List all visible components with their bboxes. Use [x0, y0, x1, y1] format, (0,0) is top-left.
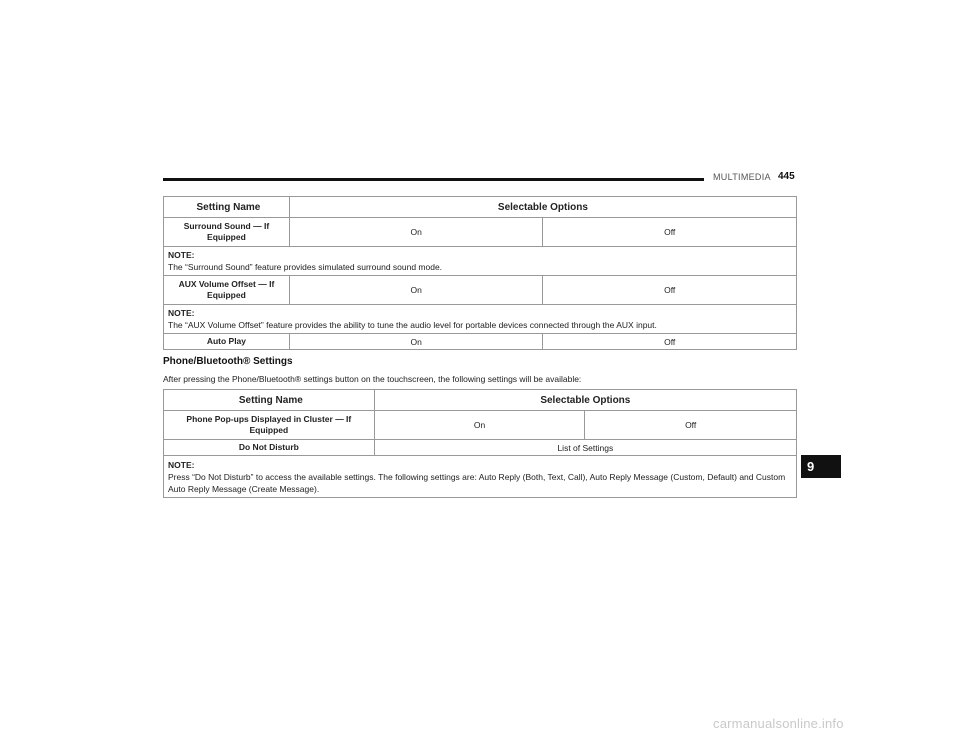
note-text: The “AUX Volume Offset” feature provides the ability to tune the audio level for portable devices connected through the AUX input.: [168, 320, 657, 330]
audio-settings-table: [163, 196, 797, 350]
table-row: [164, 334, 797, 350]
note-label: NOTE:: [168, 459, 195, 470]
note-cell: [164, 305, 797, 334]
option-value: Off: [543, 334, 797, 350]
page-number: 445: [778, 171, 795, 182]
table-row: [164, 276, 797, 305]
header-rule: [163, 178, 704, 181]
column-header-selectable-options: Selectable Options: [289, 197, 796, 218]
setting-name: AUX Volume Offset — If Equipped: [164, 276, 290, 305]
setting-name: Auto Play: [164, 334, 290, 350]
option-value: On: [289, 334, 543, 350]
table-header-row: [164, 197, 797, 218]
option-value: On: [374, 411, 585, 440]
option-value: On: [289, 276, 543, 305]
option-value: Off: [585, 411, 797, 440]
note-cell: [164, 247, 797, 276]
note-label: NOTE:: [168, 308, 195, 318]
note-label: NOTE:: [168, 250, 195, 260]
column-header-setting-name: Setting Name: [164, 197, 290, 218]
section-heading: Phone/Bluetooth® Settings: [163, 356, 293, 367]
option-value: List of Settings: [374, 440, 796, 456]
section-intro-text: After pressing the Phone/Bluetooth® settings button on the touchscreen, the following settings will be available:: [163, 374, 582, 384]
note-row: [164, 305, 797, 334]
phone-settings-table: [163, 389, 797, 498]
chapter-tab: 9: [801, 455, 841, 478]
header-section-title: MULTIMEDIA: [713, 172, 771, 182]
option-value: On: [289, 218, 543, 247]
table-row: [164, 440, 797, 456]
setting-name: Surround Sound — If Equipped: [164, 218, 290, 247]
table-row: [164, 218, 797, 247]
option-value: Off: [543, 218, 797, 247]
note-text: Press “Do Not Disturb” to access the available settings. The following settings are: Auto Reply (Both, Text, Call), Auto Reply Message (Custom, Default) and Custom Auto Reply Message (Create Message).: [168, 471, 786, 494]
column-header-setting-name: Setting Name: [164, 390, 375, 411]
column-header-selectable-options: Selectable Options: [374, 390, 796, 411]
note-row: [164, 456, 797, 498]
table-header-row: [164, 390, 797, 411]
note-row: [164, 247, 797, 276]
table-row: [164, 411, 797, 440]
watermark: carmanualsonline.info: [713, 716, 844, 731]
setting-name: Phone Pop-ups Displayed in Cluster — If Equipped: [164, 411, 375, 440]
note-cell: [164, 456, 797, 498]
note-text: The “Surround Sound” feature provides simulated surround sound mode.: [168, 262, 443, 272]
option-value: Off: [543, 276, 797, 305]
setting-name: Do Not Disturb: [164, 440, 375, 456]
